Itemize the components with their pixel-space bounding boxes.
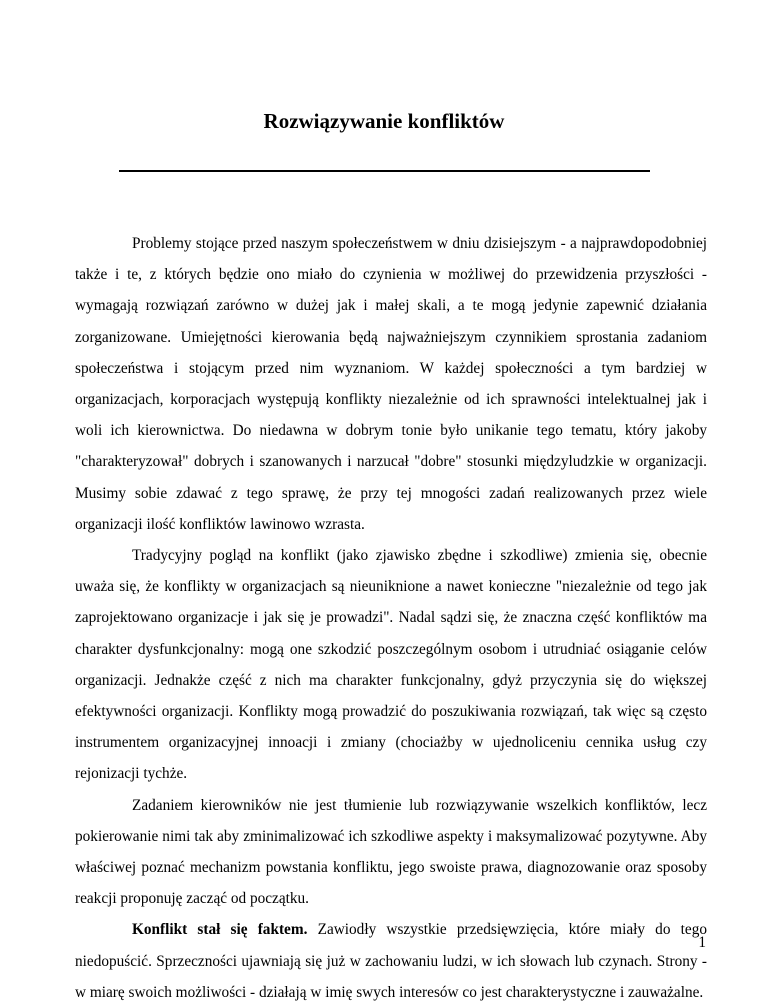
paragraph-2	[75, 540, 707, 790]
paragraph-text: Zawiodły wszystkie przedsięwzięcia, które miały do tego niedopuścić. Sprzeczności ujawniają się już w zachowaniu ludzi, w ich słowach lub czynach. Strony - w miarę swoich możliwości - działają w imię swych interesów co jest charakterystyczne i zauważalne.	[75, 921, 707, 1001]
title-divider	[119, 170, 650, 172]
paragraph-lead: Konflikt stał się faktem.	[132, 921, 308, 939]
paragraph-3	[75, 790, 707, 915]
paragraph-text: Problemy stojące przed naszym społeczeństwem w dniu dzisiejszym - a najprawdopodobniej także i te, z których będzie ono miało do czynienia w możliwej do przewidzenia przyszłości - wymagają rozwiązań zarówno w dużej jak i małej skali, a te mogą jedynie zapewnić działania zorganizowane. Umiejętności kierowania będą najważniejszym czynnikiem sprostania zadaniom społeczeństwa i stojącym przed nim wyznaniom. W każdej społeczności a tym bardziej w organizacjach, korporacjach występują konflikty niezależnie od ich sprawności intelektualnej jak i woli ich kierownictwa. Do niedawna w dobrym tonie było unikanie tego tematu, który jakoby "charakteryzował" dobrych i szanowanych i narzucał "dobre" stosunki międzyludzkie w organizacji. Musimy sobie zdawać z tego sprawę, że przy tej mnogości zadań realizowanych przez wiele organizacji ilość konfliktów lawinowo wzrasta.	[75, 235, 707, 533]
paragraph-1	[75, 228, 707, 540]
page-number: 1	[698, 934, 706, 951]
document-title: Rozwiązywanie konfliktów	[263, 109, 505, 133]
paragraph-text: Zadaniem kierowników nie jest tłumienie lub rozwiązywanie wszelkich konfliktów, lecz pokierowanie nimi tak aby zminimalizować ich szkodliwe aspekty i maksymalizować pozytywne. Aby właściwej poznać mechanizm powstania konfliktu, jego swoiste prawa, diagnozowanie oraz sposoby reakcji proponuję zacząć od początku.	[75, 796, 707, 908]
document-body	[75, 228, 707, 1008]
paragraph-text: Tradycyjny pogląd na konflikt (jako zjawisko zbędne i szkodliwe) zmienia się, obecnie uważa się, że konflikty w organizacjach są nieuniknione a nawet konieczne "niezależnie od tego jak zaprojektowano organizacje i jak się je prowadzi". Nadal sądzi się, że znaczna część konfliktów ma charakter dysfunkcjonalny: mogą one szkodzić poszczególnym osobom i utrudniać osiąganie celów organizacji. Jednakże część z nich ma charakter funkcjonalny, gdyż przyczynia się do większej efektywności organizacji. Konflikty mogą prowadzić do poszukiwania rozwiązań, tak więc są często instrumentem organizacyjnej innoacji i zmiany (chociażby w ujednoliceniu cennika usług czy rejonizacji tychże.	[75, 547, 707, 783]
